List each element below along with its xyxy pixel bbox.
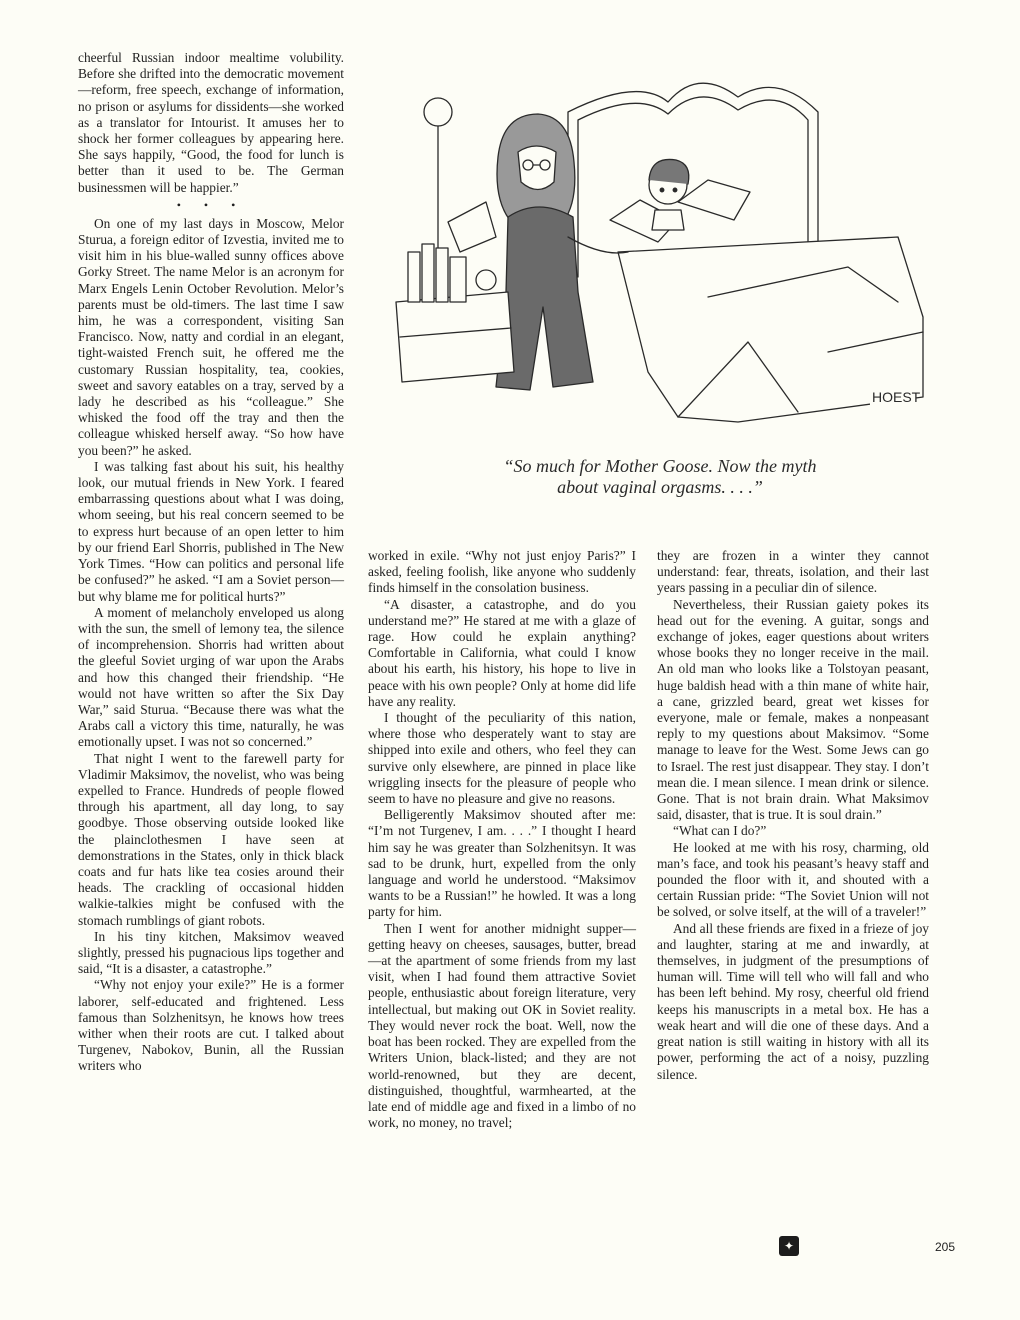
paragraph: “What can I do?” (673, 823, 767, 839)
paragraph: they are frozen in a winter they cannot understand: fear, threats, isolation, and their last years passing in a peculiar din of silence. (657, 548, 929, 596)
paragraph: I thought of the peculiarity of this nation, where those who desperately want to stay are shipped into exile and others, who feel they can survive only elsewhere, are pinned in place like wriggling insects for the pleasure of people who seem to have no pleasure and give no reasons. (368, 710, 636, 807)
end-of-article-icon: ✦ (779, 1236, 799, 1256)
caption-line-1: “So much for Mother Goose. Now the myth (503, 456, 817, 476)
paragraph: That night I went to the farewell party for Vladimir Maksimov, the novelist, who was being expelled to France. Hundreds of people flowed through his apartment, all day long, to say goodbye. Those observing outside looked like the plainclothesmen I have seen at demonstrations in the States, only in thick black coats and fur hats like tea cosies around their heads. The crackling of occasional hidden walkie-talkies might be confused with the stomach rumblings of giant robots. (78, 750, 344, 928)
paragraph: “A disaster, a catastrophe, and do you understand me?” He stared at me with a glaze of rage. How could he explain anything? Comfortable in California, what could I know about his earth, his history, his hope to live in peace with his own people? Only at home did life have any reality. (368, 596, 636, 709)
cartoon-signature: HOEST (872, 389, 921, 405)
paragraph: “Why not enjoy your exile?” He is a former laborer, self-educated and frightened. Less famous than Solzhenitsyn, he knows how trees wither when their roots are cut. I talked about Turgenev, Nabokov, Bunin, all the Russian writers who (78, 977, 344, 1074)
paragraph: Then I went for another midnight supper—getting heavy on cheeses, sausages, butter, bread—at the apartment of some friends from my last visit, when I had found them attractive Soviet people, enthusiastic about foreign literature, very intellectual, but making out OK in Soviet reality. They would never rock the boat. Well, now the boat has been rocked. They are expelled from the Writers Union, black-listed; and they are not world-renowned, but they are decent, distinguished, thoughtful, warmhearted, at the late end of middle age and fixed in a limbo of no work, no money, no travel; (368, 920, 636, 1131)
paragraph: I was talking fast about his suit, his healthy look, our mutual friends in New York. I feared embarrassing questions about what I was doing, whom seeing, but his real concern seemed to be to express hurt because of an open letter to him by our friend Earl Shorris, published in The New York Times. “How can politics and personal life be confused?” he asked. “I am a Soviet person—but why blame me for political hurts?” (78, 458, 344, 604)
page-number: 205 (935, 1240, 956, 1254)
cartoon-caption (420, 456, 900, 498)
paragraph: • • • (176, 197, 246, 212)
text-column-1 (78, 50, 344, 1075)
paragraph: In his tiny kitchen, Maksimov weaved slightly, pressed his pugnacious lips together and said, “It is a disaster, a catastrophe.” (78, 928, 344, 977)
paragraph: cheerful Russian indoor mealtime volubility. Before she drifted into the democratic movement—reform, free speech, exchange of information, no prison or asylums for dissidents—she worked as a translator for Intourist. It amuses her to shock her former colleagues by appearing here. She says happily, “Good, the food for lunch is better than it used to be. The German businessmen will be happier.” (78, 50, 344, 195)
caption-line-2: about vaginal orgasms. . . .” (557, 477, 763, 497)
paragraph: He looked at me with his rosy, charming, old man’s face, and took his peasant’s heavy staff and pounded the floor with it, and shouted with a certain Russian pride: “The Soviet Union will not be solved, or solve itself, at the will of a traveler!” (657, 839, 929, 920)
cartoon-illustration (378, 52, 938, 447)
paragraph: A moment of melancholy enveloped us along with the sun, the smell of lemony tea, the silence of incomprehension. Shorris had written about the gleeful Soviet urging of war upon the Arabs and how this changed their friendship. “He would not have written so after the Six Day War,” said Sturua. “Because there was what the Arabs call a victory this time, naturally, he was emotionally upset. I was not so concerned.” (78, 604, 344, 750)
paragraph: worked in exile. “Why not just enjoy Paris?” I asked, feeling foolish, like anyone who suddenly finds himself in the consolation business. (368, 548, 636, 596)
text-column-3 (657, 548, 929, 1083)
paragraph: And all these friends are fixed in a frieze of joy and laughter, staring at me and inwardly, at themselves, in judgment of the presumptions of human will. Time will tell who will fall and who has been left behind. My rosy, cheerful old friend keeps his manuscripts in a metal box. He has a weak heart and will die one of these days. And a great nation is still waiting in history with all its power, performing the act of a noisy, puzzling silence. (657, 920, 929, 1082)
paragraph: Belligerently Maksimov shouted after me: “I’m not Turgenev, I am. . . .” I thought I heard him say he was greater than Solzhenitsyn. It was sad to be drunk, hurt, expelled from the only language and world he understood. “Maksimov wants to be a Russian!” he howled. It was a long party for him. (368, 807, 636, 920)
paragraph: On one of my last days in Moscow, Melor Sturua, a foreign editor of Izvestia, invited me to visit him in his blue-walled sunny offices above Gorky Street. The name Melor is an acronym for Marx Engels Lenin October Revolution. Melor’s parents must be old-timers. The last time I saw him, he was a correspondent, visiting San Francisco. Now, natty and cordial in an elegant, tight-waisted French suit, he offered me the customary Russian hospitality, tea, cookies, sweet and savory eatables on a tray, served by a lady he described as his “colleague.” She whisked the food off the tray and then the colleague whisked herself away. “So how have you been?” he asked. (78, 215, 344, 458)
text-column-2 (368, 548, 636, 1131)
paragraph: Nevertheless, their Russian gaiety pokes its head out for the evening. A guitar, songs and exchange of jokes, eager questions about writers whose books they no longer receive in the mail. An old man who looks like a Tolstoyan peasant, huge baldish head with a thin mane of white hair, a cane, grizzled beard, great wet kisses for everyone, male or female, makes a nonpeasant reply to my questions about Maksimov. “Some manage to leave for the West. Some Jews can go to Israel. The rest just disappear. They stay. I don’t mean die. I mean silence. I mean drink or silence. Gone. That is not brain drain. What Maksimov said, disaster, that is true. It is soul drain.” (657, 596, 929, 823)
